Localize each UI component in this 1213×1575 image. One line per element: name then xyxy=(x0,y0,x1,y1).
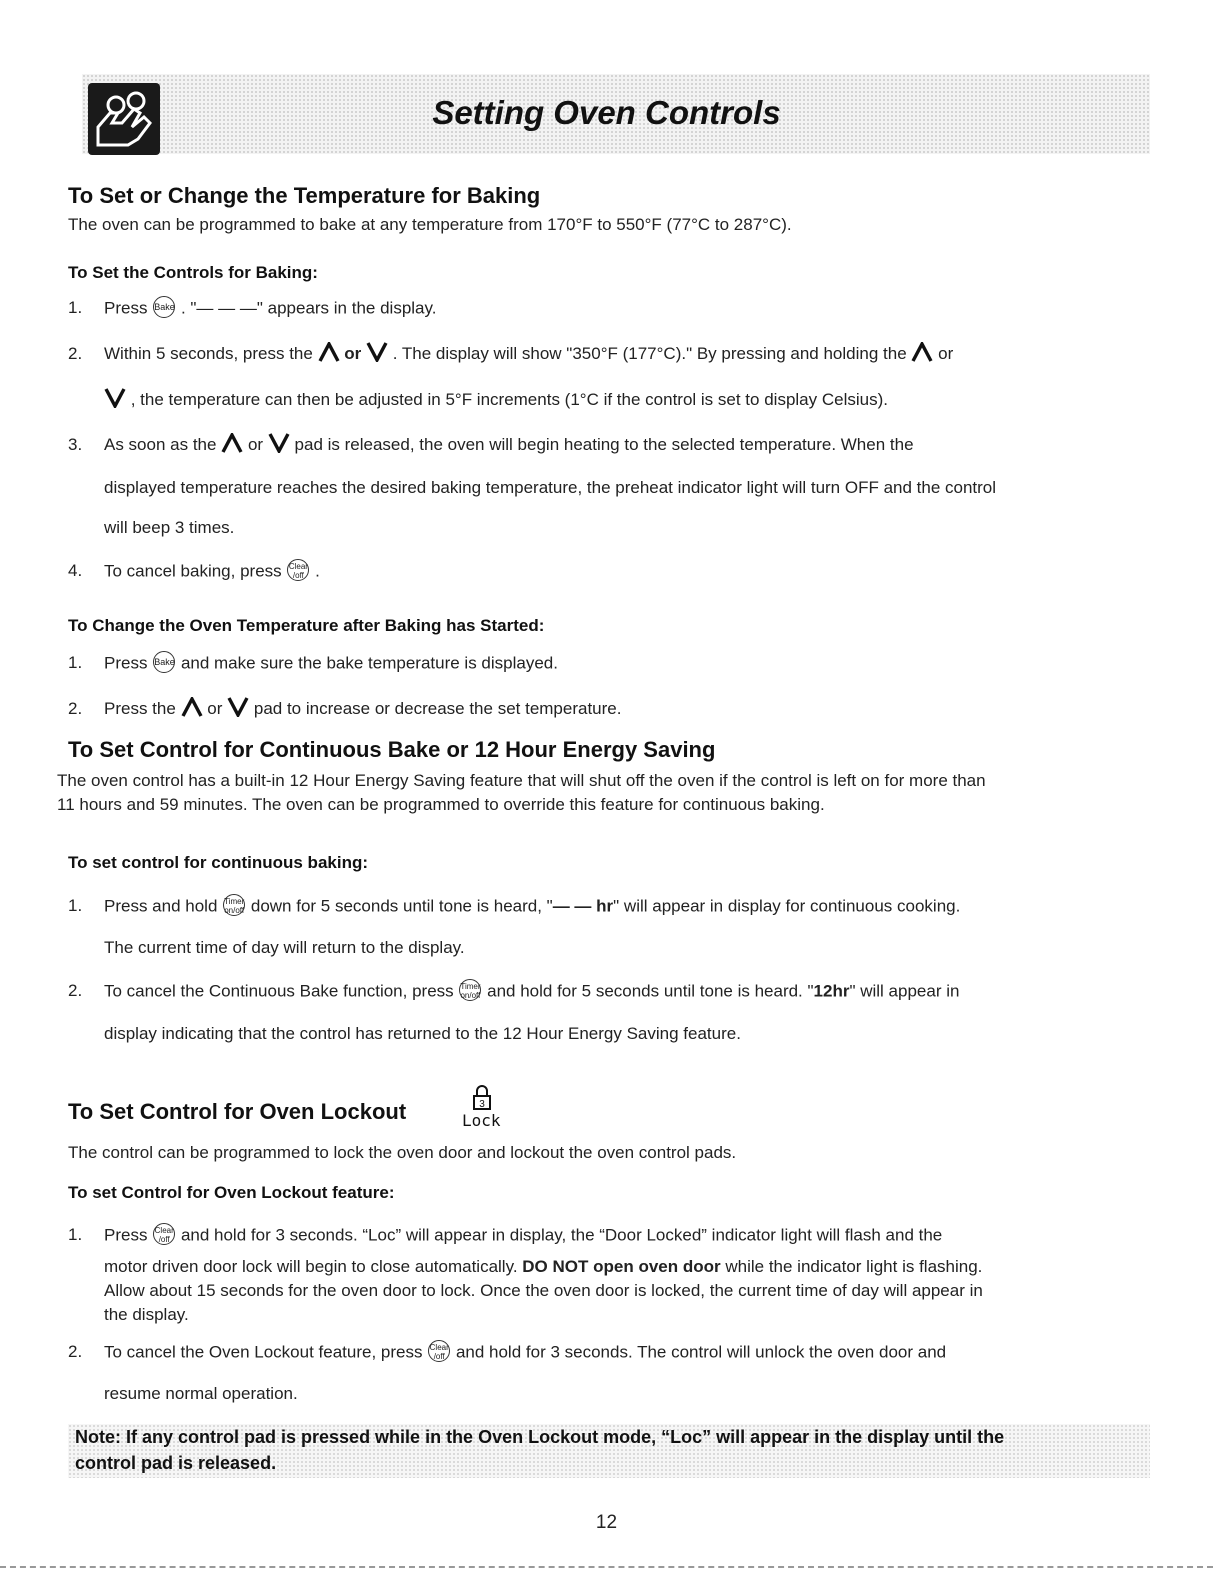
list-number: 4. xyxy=(68,561,83,580)
list-number: 1. xyxy=(68,1225,83,1244)
pad-label: /off xyxy=(158,1235,170,1244)
note-line: control pad is released. xyxy=(75,1453,277,1473)
down-arrow-icon xyxy=(268,433,290,453)
section-title-baking: To Set or Change the Temperature for Baking xyxy=(68,183,541,208)
up-arrow-icon xyxy=(318,342,340,362)
step-text: down for 5 seconds until tone is heard, " xyxy=(250,896,553,916)
step-text: or xyxy=(344,344,362,363)
up-arrow-icon xyxy=(911,342,933,362)
step-cancel-baking xyxy=(104,561,320,583)
step-text: Press xyxy=(104,653,148,673)
step-press-bake xyxy=(104,298,436,320)
pad-label: /off xyxy=(292,571,304,580)
step-release-pad-l3: will beep 3 times. xyxy=(104,518,235,537)
step-hold-timer-l2: The current time of day will return to the display. xyxy=(104,938,465,957)
step-hold-clear-l3: Allow about 15 seconds for the oven door to lock. Once the oven door is locked, the current time of day will appear in xyxy=(104,1281,983,1300)
list-number: 2. xyxy=(68,699,83,718)
step-adjust-temp-cont xyxy=(104,390,888,411)
bake-pad-icon: Bake xyxy=(153,296,175,318)
pad-label: Clear xyxy=(429,1343,449,1352)
list-number: 2. xyxy=(68,981,83,1000)
step-text: or xyxy=(247,435,264,454)
section-title-continuous-bake: To Set Control for Continuous Bake or 12 Hour Energy Saving xyxy=(68,737,716,762)
display-readout: — — hr xyxy=(552,896,614,916)
list-number: 1. xyxy=(68,298,83,317)
lock-pad-icon xyxy=(462,1083,506,1133)
bake-pad-icon: Bake xyxy=(153,651,175,673)
pad-label: Clear xyxy=(154,1226,174,1235)
up-arrow-icon xyxy=(221,433,243,453)
up-arrow-icon xyxy=(181,697,203,717)
pad-label: on/off xyxy=(224,906,245,915)
step-hold-timer xyxy=(104,896,960,918)
step-text: or xyxy=(938,344,954,363)
step-text: and hold for 3 seconds. “Loc” will appear in display, the “Door Locked” indicator light will flash and the xyxy=(180,1225,943,1245)
list-number: 3. xyxy=(68,435,83,454)
pad-label: /off xyxy=(433,1352,445,1361)
step-text: and hold for 5 seconds until tone is heard. " xyxy=(487,981,814,1001)
subheading-continuous: To set control for continuous baking: xyxy=(68,853,369,872)
clear-off-pad-icon xyxy=(287,559,309,581)
step-adjust-temp xyxy=(104,344,953,365)
list-number: 1. xyxy=(68,653,83,672)
timer-on-off-pad-icon xyxy=(223,894,245,916)
step-text: Press xyxy=(104,298,148,318)
display-readout: 12hr xyxy=(813,981,850,1001)
step-text: Within 5 seconds, press the xyxy=(104,344,313,363)
step-text: . "— — —" appears in the display. xyxy=(180,298,437,318)
step-cancel-continuous-l2: display indicating that the control has returned to the 12 Hour Energy Saving feature. xyxy=(104,1024,741,1043)
step-text: Press xyxy=(104,1225,148,1245)
step-hold-clear-l4: the display. xyxy=(104,1305,189,1324)
lockout-intro: The control can be programmed to lock the oven door and lockout the oven control pads. xyxy=(68,1143,737,1162)
down-arrow-icon xyxy=(104,388,126,408)
list-number: 1. xyxy=(68,896,83,915)
step-text: . The display will show "350°F (177°C)." By pressing and holding the xyxy=(392,344,907,363)
warning-text: DO NOT open oven door xyxy=(522,1257,721,1276)
list-number: 2. xyxy=(68,1342,83,1361)
subheading-lockout: To set Control for Oven Lockout feature: xyxy=(68,1183,395,1202)
step-text: and make sure the bake temperature is displayed. xyxy=(180,653,558,673)
baking-intro: The oven can be programmed to bake at any temperature from 170°F to 550°F (77°C to 287°C). xyxy=(68,215,792,234)
bottom-rule xyxy=(0,1566,1213,1568)
note-box xyxy=(68,1424,1150,1478)
step-text: or xyxy=(207,699,223,718)
step-text: motor driven door lock will begin to close automatically. xyxy=(104,1257,518,1276)
step-text: Press and hold xyxy=(104,896,218,916)
step-text: Press the xyxy=(104,699,176,718)
down-arrow-icon xyxy=(366,342,388,362)
page-title: Setting Oven Controls xyxy=(432,94,781,131)
list-number: 2. xyxy=(68,344,83,363)
step-text: To cancel the Continuous Bake function, press xyxy=(104,981,454,1001)
step-cancel-lockout-l2: resume normal operation. xyxy=(104,1384,298,1403)
down-arrow-icon xyxy=(227,697,249,717)
step-release-pad xyxy=(104,435,914,456)
step-hold-clear xyxy=(104,1225,942,1247)
pad-label: Clear xyxy=(288,562,308,571)
step-text: while the indicator light is flashing. xyxy=(725,1257,983,1276)
pad-label: Timer xyxy=(460,982,481,991)
subheading-set-controls: To Set the Controls for Baking: xyxy=(68,263,318,282)
step-text: pad is released, the oven will begin heating to the selected temperature. When the xyxy=(294,435,914,454)
lock-label: Lock xyxy=(462,1111,501,1130)
step-hold-clear-l2 xyxy=(104,1257,982,1277)
note-line: Note: If any control pad is pressed while in the Oven Lockout mode, “Loc” will appear in the display until the xyxy=(75,1427,1005,1447)
page-number: 12 xyxy=(595,1512,618,1533)
step-press-bake-display xyxy=(104,653,558,675)
step-text: To cancel baking, press xyxy=(104,561,282,581)
continuous-intro-l1: The oven control has a built-in 12 Hour Energy Saving feature that will shut off the oven if the control is left on for more than xyxy=(57,771,986,790)
step-text: . xyxy=(315,561,320,581)
step-text: pad to increase or decrease the set temperature. xyxy=(253,699,622,718)
step-text: , the temperature can then be adjusted in 5°F increments (1°C if the control is set to display Celsius). xyxy=(130,390,888,409)
step-text: and hold for 3 seconds. The control will unlock the oven door and xyxy=(455,1342,947,1362)
step-cancel-lockout xyxy=(104,1342,946,1364)
step-text: " will appear in display for continuous cooking. xyxy=(613,896,961,916)
pad-label: on/off xyxy=(460,991,481,1000)
continuous-intro-l2: 11 hours and 59 minutes. The oven can be programmed to override this feature for continuous baking. xyxy=(57,795,825,814)
step-cancel-continuous xyxy=(104,981,959,1003)
timer-on-off-pad-icon xyxy=(459,979,481,1001)
subheading-change-temp: To Change the Oven Temperature after Baking has Started: xyxy=(68,616,545,635)
pad-label: Timer xyxy=(224,897,245,906)
step-release-pad-l2: displayed temperature reaches the desired baking temperature, the preheat indicator light will turn OFF and the control xyxy=(104,478,997,497)
clear-off-pad-icon xyxy=(153,1223,175,1245)
step-text: To cancel the Oven Lockout feature, press xyxy=(104,1342,423,1362)
step-text: As soon as the xyxy=(104,435,217,454)
section-title-lockout: To Set Control for Oven Lockout xyxy=(68,1099,407,1124)
step-press-arrows xyxy=(104,699,621,720)
svg-text:3: 3 xyxy=(479,1099,485,1110)
clear-off-pad-icon xyxy=(428,1340,450,1362)
step-text: " will appear in xyxy=(849,981,960,1001)
